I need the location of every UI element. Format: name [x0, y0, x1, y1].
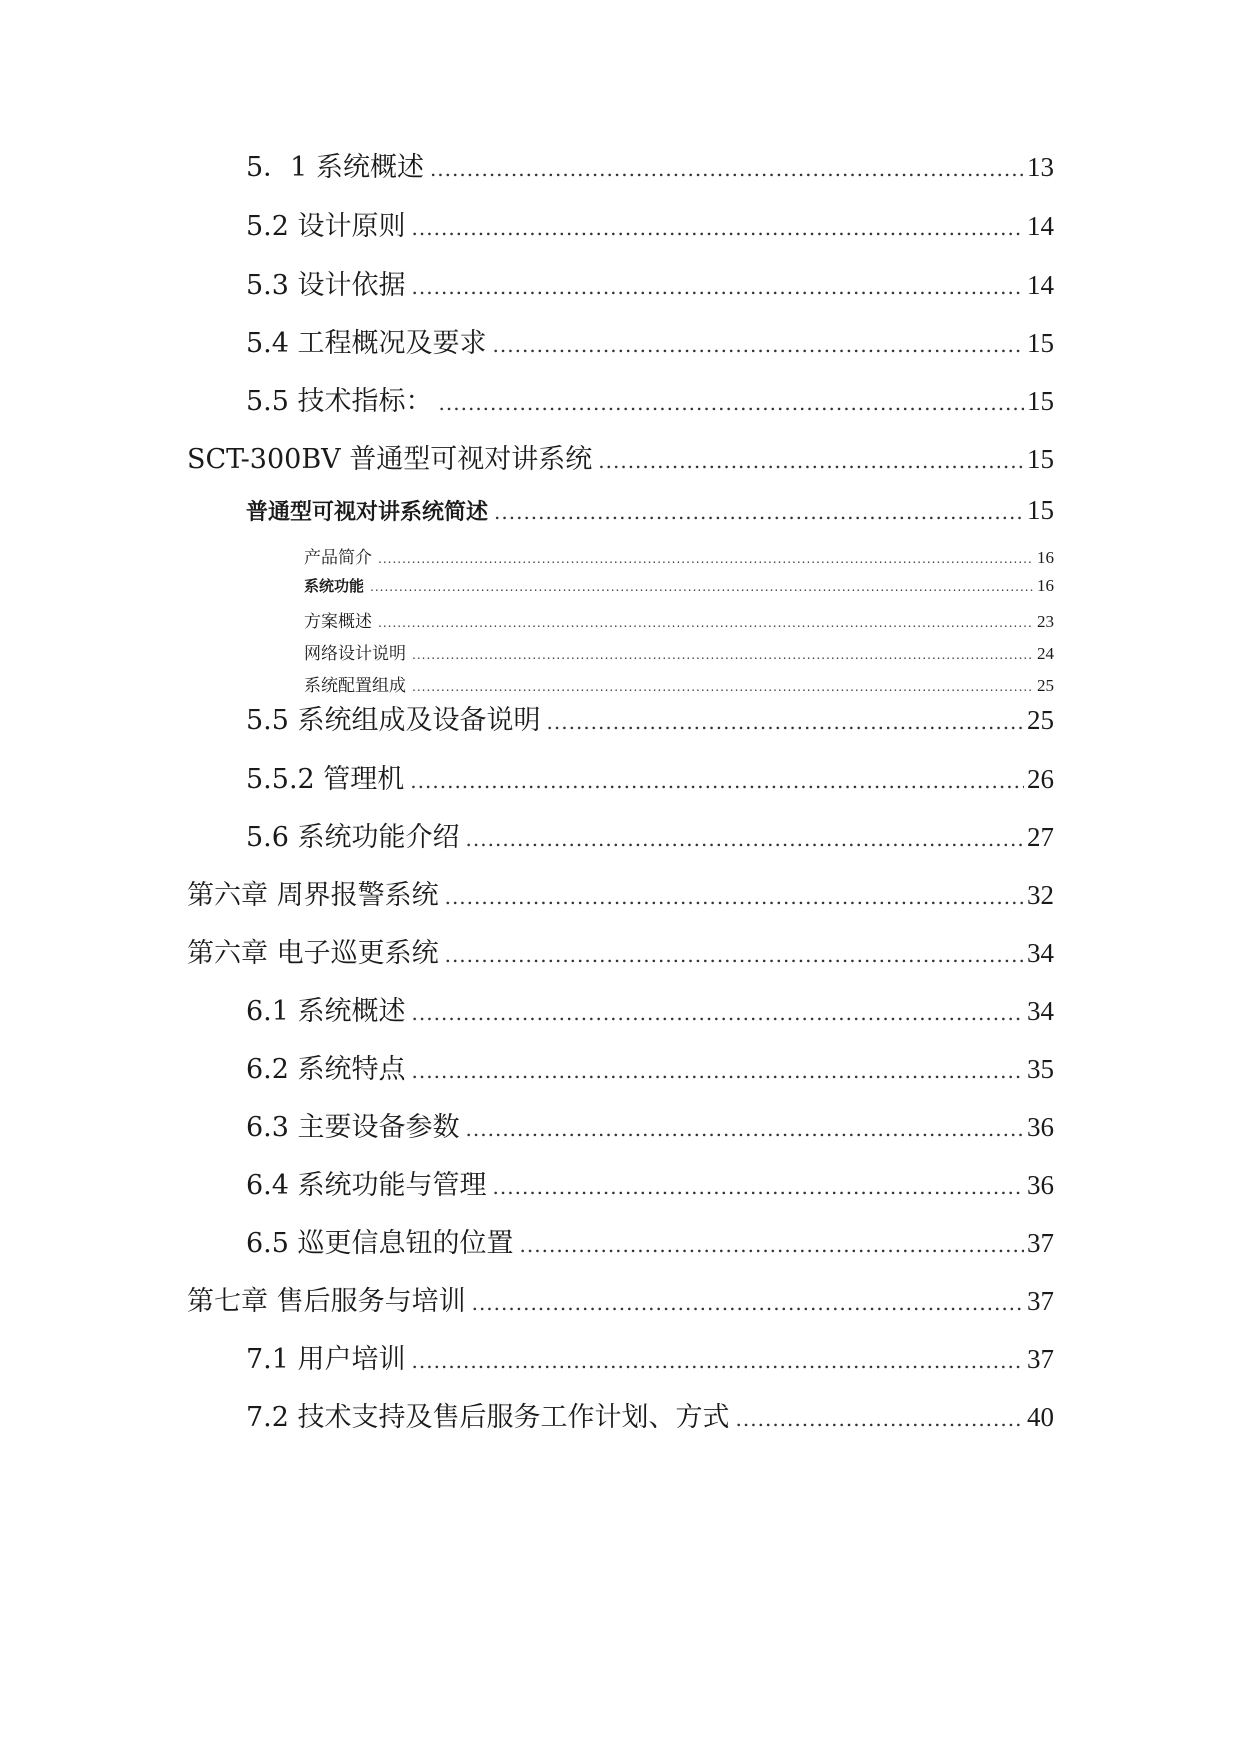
toc-entry-title: 系统配置组成	[304, 676, 406, 696]
toc-entry-title: 普通型可视对讲系统简述	[246, 499, 489, 525]
dot-leader	[547, 710, 1024, 734]
dot-leader	[439, 391, 1024, 415]
toc-entry[interactable]	[246, 1221, 1054, 1260]
toc-entry[interactable]	[304, 607, 1054, 632]
toc-entry[interactable]	[246, 379, 1054, 418]
toc-entry-page: 23	[1037, 612, 1054, 631]
toc-entry-title: 7.2 技术支持及售后服务工作计划、方式	[246, 1402, 730, 1433]
toc-entry-title: 6.2 系统特点	[246, 1054, 406, 1085]
toc-entry[interactable]	[246, 757, 1054, 796]
toc-entry-page: 15	[1027, 328, 1054, 358]
dot-leader	[466, 827, 1024, 851]
toc-entry-title: 5.5 技术指标：	[246, 386, 433, 417]
toc-entry[interactable]	[304, 639, 1054, 664]
toc-entry-page: 26	[1027, 764, 1054, 794]
toc-entry-page: 16	[1037, 576, 1054, 595]
dot-leader	[430, 157, 1024, 181]
toc-entry[interactable]	[246, 145, 1054, 184]
toc-entry[interactable]	[246, 1163, 1054, 1202]
toc-entry-page: 15	[1027, 444, 1054, 474]
dot-leader	[378, 616, 1034, 630]
toc-entry-title: SCT-300BV 普通型可视对讲系统	[187, 444, 593, 475]
dot-leader	[412, 680, 1034, 694]
toc-entry-page: 13	[1027, 152, 1054, 182]
dot-leader	[445, 943, 1024, 967]
dot-leader	[410, 769, 1024, 793]
toc-entry-page: 37	[1027, 1344, 1054, 1374]
toc-entry-page: 37	[1027, 1228, 1054, 1258]
toc-entry[interactable]	[246, 1047, 1054, 1086]
toc-entry-title: 第六章 电子巡更系统	[187, 938, 439, 969]
toc-entry-page: 40	[1027, 1402, 1054, 1432]
toc-entry[interactable]	[246, 815, 1054, 854]
dot-leader	[412, 1349, 1024, 1373]
toc-entry[interactable]	[187, 873, 1054, 912]
toc-entry-title: 5.4 工程概况及要求	[246, 328, 487, 359]
toc-entry-title: 5.5.2 管理机	[246, 764, 405, 795]
toc-entry[interactable]	[246, 263, 1054, 302]
dot-leader	[493, 333, 1024, 357]
toc-entry-page: 14	[1027, 270, 1054, 300]
toc-entry-title: 网络设计说明	[304, 644, 406, 664]
dot-leader	[736, 1407, 1024, 1431]
toc-entry[interactable]	[246, 495, 1054, 526]
dot-leader	[412, 1001, 1024, 1025]
toc-entry-title: 第七章 售后服务与培训	[187, 1286, 466, 1317]
toc-entry-page: 25	[1037, 676, 1054, 695]
dot-leader	[370, 580, 1034, 594]
dot-leader	[412, 275, 1024, 299]
toc-entry-page: 27	[1027, 822, 1054, 852]
toc-entry-page: 24	[1037, 644, 1054, 663]
toc-entry-page: 16	[1037, 548, 1054, 567]
toc-entry[interactable]	[304, 575, 1054, 596]
toc-entry-title: 6.1 系统概述	[246, 996, 406, 1027]
toc-entry-page: 34	[1027, 938, 1054, 968]
toc-entry-title: 5.5 系统组成及设备说明	[246, 705, 541, 736]
toc-entry-title: 系统功能	[304, 577, 365, 595]
toc-entry[interactable]	[246, 1105, 1054, 1144]
toc-entry-title: 产品简介	[304, 548, 372, 568]
toc-entry[interactable]	[246, 698, 1054, 737]
toc-entry[interactable]	[187, 437, 1054, 476]
toc-entry[interactable]	[246, 989, 1054, 1028]
dot-leader	[472, 1291, 1024, 1315]
toc-entry-page: 35	[1027, 1054, 1054, 1084]
toc-entry[interactable]	[187, 1279, 1054, 1318]
toc-entry-title: 方案概述	[304, 612, 372, 632]
toc-entry[interactable]	[187, 931, 1054, 970]
toc-entry-page: 15	[1027, 495, 1054, 525]
toc-entry-page: 34	[1027, 996, 1054, 1026]
toc-entry-title: 6.3 主要设备参数	[246, 1112, 460, 1143]
dot-leader	[412, 1059, 1024, 1083]
toc-entry-title: 7.1 用户培训	[246, 1344, 406, 1375]
dot-leader	[494, 500, 1024, 524]
toc-entry[interactable]	[246, 321, 1054, 360]
toc-entry-page: 36	[1027, 1112, 1054, 1142]
toc-entry-page: 37	[1027, 1286, 1054, 1316]
dot-leader	[445, 885, 1024, 909]
dot-leader	[598, 449, 1024, 473]
toc-entry-title: 5.6 系统功能介绍	[246, 822, 460, 853]
toc-entry[interactable]	[304, 671, 1054, 696]
dot-leader	[378, 552, 1034, 566]
toc-entry[interactable]	[304, 543, 1054, 568]
dot-leader	[412, 648, 1034, 662]
toc-entry-page: 25	[1027, 705, 1054, 735]
toc-entry-page: 36	[1027, 1170, 1054, 1200]
dot-leader	[493, 1175, 1024, 1199]
dot-leader	[412, 216, 1024, 240]
dot-leader	[520, 1233, 1024, 1257]
dot-leader	[466, 1117, 1024, 1141]
toc-entry-title: 5.3 设计依据	[246, 270, 406, 301]
toc-entry-title: 6.5 巡更信息钮的位置	[246, 1228, 514, 1259]
toc-entry-page: 32	[1027, 880, 1054, 910]
toc-entry-title: 第六章 周界报警系统	[187, 880, 439, 911]
toc-entry-title: 6.4 系统功能与管理	[246, 1170, 487, 1201]
toc-entry-title: 5．1 系统概述	[246, 152, 424, 183]
toc-entry-page: 14	[1027, 211, 1054, 241]
toc-entry[interactable]	[246, 204, 1054, 243]
toc-entry-title: 5.2 设计原则	[246, 211, 406, 242]
toc-entry[interactable]	[246, 1337, 1054, 1376]
toc-entry-page: 15	[1027, 386, 1054, 416]
toc-entry[interactable]	[246, 1395, 1054, 1434]
